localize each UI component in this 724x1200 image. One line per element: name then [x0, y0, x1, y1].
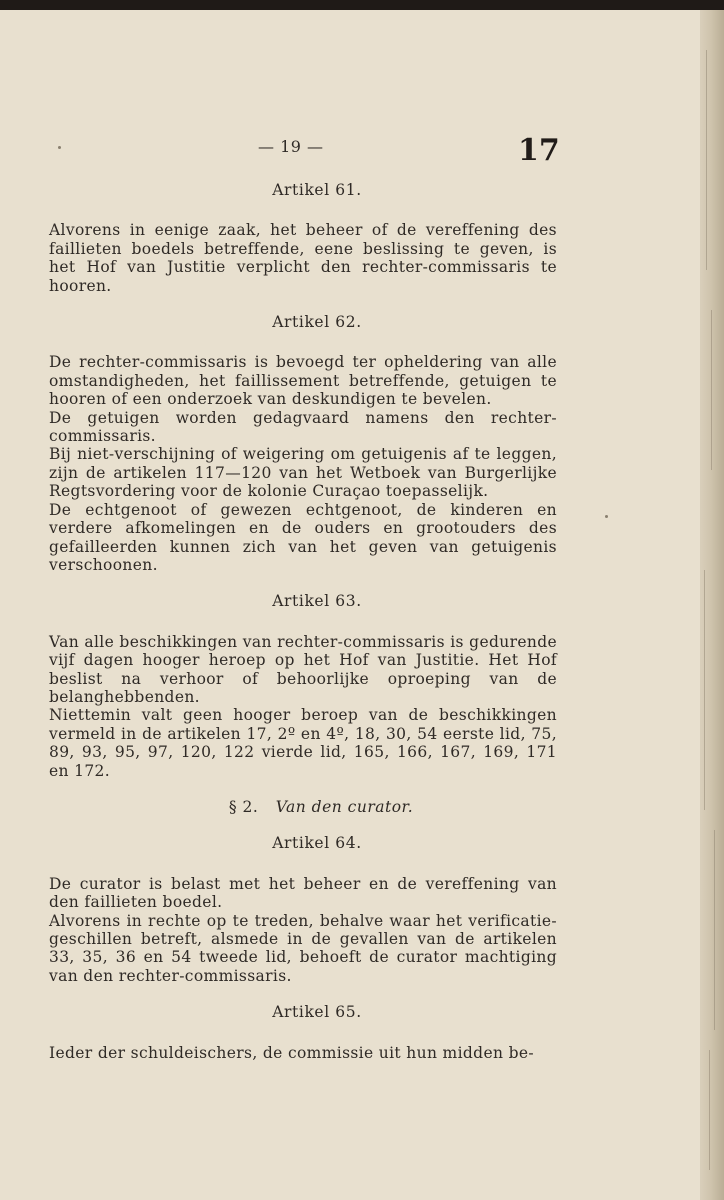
article-heading: Artikel 64. [272, 834, 362, 853]
paragraph: De getuigen worden gedagvaard namens den rechter-commissaris. [49, 408, 557, 446]
article-heading: Artikel 62. [272, 313, 362, 332]
article-heading: Artikel 65. [272, 1003, 362, 1022]
scan-top-border [0, 0, 724, 10]
paragraph: Bij niet-verschijning of weigering om getuigenis af te leggen, zijn de artikelen 117—120 van het Wetboek van Burgerlijke Regtsvordering voor de kolonie Curaçao toepasselijk. [49, 445, 557, 501]
paragraph: Van alle beschikkingen van rechter-commissaris is gedurende vijf dagen hooger heroep op het Hof van Justitie. Het Hof beslist na verhoor of behoorlijke oproeping van de belanghebbenden. [49, 632, 557, 706]
page-edge [700, 10, 724, 1200]
paragraph: Alvorens in rechte op te treden, behalve waar het verificatie-geschillen betreft, alsmede in de gevallen van de artikelen 33, 35, 36 en 54 tweede lid, behoeft de curator machtiging van den rechter-commissaris. [49, 911, 557, 985]
section-title: Van den curator. [275, 797, 414, 816]
section-label: § 2. [228, 797, 259, 816]
body-text [49, 181, 557, 1062]
folio-number: 17 [518, 133, 560, 168]
article-heading: Artikel 61. [272, 181, 362, 199]
article-heading: Artikel 63. [272, 592, 362, 611]
paragraph: Ieder der schuldeischers, de commissie uit hun midden be- [49, 1043, 534, 1062]
page-reference: — 19 — [258, 137, 324, 156]
paragraph: De echtgenoot of gewezen echtgenoot, de kinderen en verdere afkomelingen en de ouders en grootouders des gefailleerden kunnen zich van het geven van getuigenis verschoonen. [49, 500, 557, 574]
running-header [0, 133, 700, 173]
paper-speck [605, 515, 608, 518]
paragraph: De curator is belast met het beheer en de vereffening van den faillieten boedel. [49, 874, 557, 912]
paragraph: Alvorens in eenige zaak, het beheer of de vereffening des faillieten boedels betreffende, eene beslissing te geven, is het Hof van Justitie verplicht den rechter-commissaris te hooren. [49, 221, 557, 295]
paragraph: De rechter-commissaris is bevoegd ter opheldering van alle omstandigheden, het faillissement betreffende, getuigen te hooren of een onderzoek van deskundigen te bevelen. [49, 353, 557, 409]
section-heading [49, 798, 557, 816]
paragraph: Niettemin valt geen hooger beroep van de beschikkingen vermeld in de artikelen 17, 2º en 4º, 18, 30, 54 eerste lid, 75, 89, 93, 95, 97, 120, 122 vierde lid, 165, 166, 167, 169, 171 en 172. [49, 706, 557, 780]
